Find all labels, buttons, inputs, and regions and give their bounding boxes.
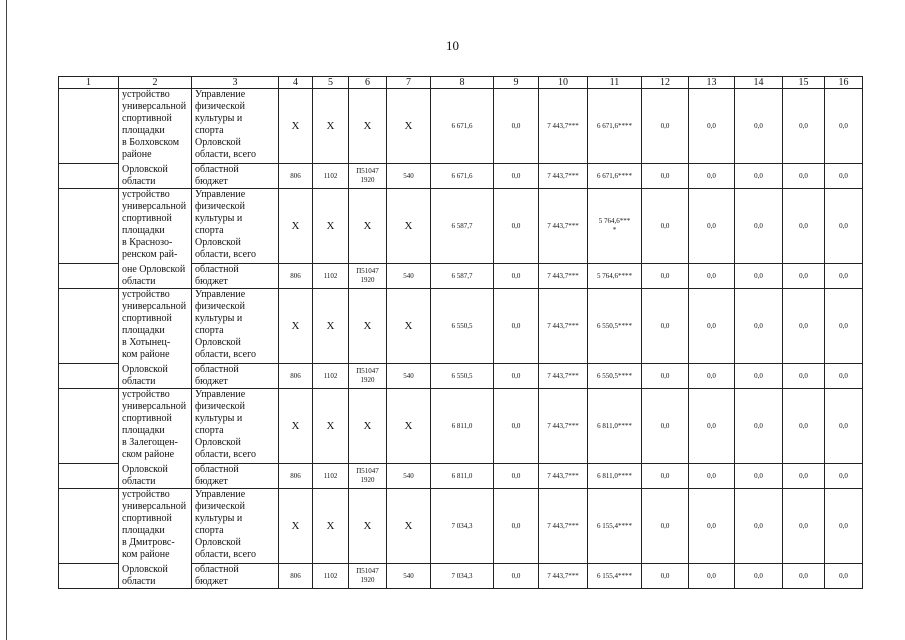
value-cell-col-5: 1102 <box>313 164 349 189</box>
value-cell-col-10: 7 443,7*** <box>539 289 588 364</box>
value-cell-col-11: 5 764,6**** <box>588 264 642 289</box>
value-cell-col-12: 0,0 <box>642 289 689 364</box>
value-cell-col-11: 6 550,5**** <box>588 289 642 364</box>
value-cell-col-4: 806 <box>279 564 313 589</box>
organization-cell: Управление физической культуры и спорта Орловской области, всего <box>192 389 279 464</box>
budget-table <box>58 76 863 589</box>
value-cell-col-9: 0,0 <box>494 464 539 489</box>
object-name-cell: устройство универсальной спортивной площадки в Хотынец- ком районе <box>119 289 192 364</box>
value-cell-col-4: 806 <box>279 364 313 389</box>
value-cell-col-6: Х <box>349 189 387 264</box>
organization-cell: Управление физической культуры и спорта Орловской области, всего <box>192 89 279 164</box>
value-cell-col-9: 0,0 <box>494 489 539 564</box>
object-name-cell: устройство универсальной спортивной площадки в Болховском районе <box>119 89 192 164</box>
row-number-cell <box>59 264 119 289</box>
budget-source-cell: областной бюджет <box>192 464 279 489</box>
value-cell-col-16: 0,0 <box>825 89 863 164</box>
value-cell-col-9: 0,0 <box>494 89 539 164</box>
value-cell-col-13: 0,0 <box>689 464 735 489</box>
value-cell-col-14: 0,0 <box>735 489 783 564</box>
value-cell-col-7: 540 <box>387 364 431 389</box>
row-number-cell <box>59 489 119 564</box>
column-number-9: 9 <box>494 77 539 89</box>
value-cell-col-8: 6 587,7 <box>431 189 494 264</box>
value-cell-col-11: 5 764,6*** * <box>588 189 642 264</box>
value-cell-col-13: 0,0 <box>689 389 735 464</box>
value-cell-col-10: 7 443,7*** <box>539 464 588 489</box>
table-body <box>59 77 863 589</box>
value-cell-col-11: 6 811,0**** <box>588 464 642 489</box>
row-number-cell <box>59 564 119 589</box>
value-cell-col-7: Х <box>387 189 431 264</box>
value-cell-col-8: 6 550,5 <box>431 289 494 364</box>
budget-source-cell: областной бюджет <box>192 264 279 289</box>
value-cell-col-15: 0,0 <box>783 564 825 589</box>
page-number: 10 <box>446 38 459 53</box>
value-cell-col-4: Х <box>279 189 313 264</box>
value-cell-col-7: Х <box>387 389 431 464</box>
value-cell-col-14: 0,0 <box>735 564 783 589</box>
value-cell-col-12: 0,0 <box>642 189 689 264</box>
value-cell-col-8: 6 587,7 <box>431 264 494 289</box>
object-name-cell: устройство универсальной спортивной площадки в Залегощен- ском районе <box>119 389 192 464</box>
value-cell-col-14: 0,0 <box>735 389 783 464</box>
table-row-total <box>59 389 863 464</box>
value-cell-col-6: П51047 1920 <box>349 264 387 289</box>
value-cell-col-9: 0,0 <box>494 364 539 389</box>
row-number-cell <box>59 464 119 489</box>
value-cell-col-7: 540 <box>387 464 431 489</box>
table-row-regional-budget <box>59 464 863 489</box>
value-cell-col-6: Х <box>349 489 387 564</box>
value-cell-col-9: 0,0 <box>494 564 539 589</box>
value-cell-col-12: 0,0 <box>642 264 689 289</box>
value-cell-col-16: 0,0 <box>825 164 863 189</box>
value-cell-col-15: 0,0 <box>783 389 825 464</box>
value-cell-col-10: 7 443,7*** <box>539 564 588 589</box>
value-cell-col-8: 7 034,3 <box>431 564 494 589</box>
row-number-cell <box>59 189 119 264</box>
value-cell-col-15: 0,0 <box>783 89 825 164</box>
value-cell-col-14: 0,0 <box>735 164 783 189</box>
value-cell-col-5: 1102 <box>313 564 349 589</box>
object-name-cell: устройство универсальной спортивной площадки в Краснозо- ренском рай- <box>119 189 192 264</box>
column-number-2: 2 <box>119 77 192 89</box>
value-cell-col-6: П51047 1920 <box>349 164 387 189</box>
value-cell-col-14: 0,0 <box>735 89 783 164</box>
value-cell-col-10: 7 443,7*** <box>539 489 588 564</box>
organization-cell: Управление физической культуры и спорта Орловской области, всего <box>192 289 279 364</box>
value-cell-col-7: 540 <box>387 264 431 289</box>
column-number-15: 15 <box>783 77 825 89</box>
value-cell-col-5: 1102 <box>313 364 349 389</box>
value-cell-col-4: Х <box>279 489 313 564</box>
value-cell-col-6: Х <box>349 89 387 164</box>
value-cell-col-11: 6 671,6**** <box>588 89 642 164</box>
value-cell-col-13: 0,0 <box>689 364 735 389</box>
row-number-cell <box>59 89 119 164</box>
value-cell-col-6: Х <box>349 389 387 464</box>
value-cell-col-4: Х <box>279 289 313 364</box>
value-cell-col-5: Х <box>313 489 349 564</box>
value-cell-col-14: 0,0 <box>735 264 783 289</box>
value-cell-col-16: 0,0 <box>825 364 863 389</box>
column-number-8: 8 <box>431 77 494 89</box>
value-cell-col-10: 7 443,7*** <box>539 164 588 189</box>
table-row-total <box>59 289 863 364</box>
value-cell-col-13: 0,0 <box>689 489 735 564</box>
object-name-cell: Орловской области <box>119 564 192 589</box>
value-cell-col-5: 1102 <box>313 464 349 489</box>
value-cell-col-8: 6 811,0 <box>431 464 494 489</box>
object-name-cell: устройство универсальной спортивной площадки в Дмитровс- ком районе <box>119 489 192 564</box>
value-cell-col-15: 0,0 <box>783 264 825 289</box>
value-cell-col-5: Х <box>313 89 349 164</box>
column-number-3: 3 <box>192 77 279 89</box>
budget-source-cell: областной бюджет <box>192 564 279 589</box>
value-cell-col-8: 6 550,5 <box>431 364 494 389</box>
table-row-total <box>59 189 863 264</box>
object-name-cell: Орловской области <box>119 464 192 489</box>
value-cell-col-16: 0,0 <box>825 489 863 564</box>
value-cell-col-13: 0,0 <box>689 264 735 289</box>
column-number-14: 14 <box>735 77 783 89</box>
value-cell-col-5: 1102 <box>313 264 349 289</box>
value-cell-col-11: 6 550,5**** <box>588 364 642 389</box>
value-cell-col-8: 7 034,3 <box>431 489 494 564</box>
column-number-13: 13 <box>689 77 735 89</box>
value-cell-col-8: 6 811,0 <box>431 389 494 464</box>
object-name-cell: Орловской области <box>119 364 192 389</box>
value-cell-col-12: 0,0 <box>642 164 689 189</box>
value-cell-col-4: Х <box>279 89 313 164</box>
value-cell-col-14: 0,0 <box>735 189 783 264</box>
value-cell-col-4: 806 <box>279 164 313 189</box>
column-number-16: 16 <box>825 77 863 89</box>
value-cell-col-10: 7 443,7*** <box>539 364 588 389</box>
value-cell-col-14: 0,0 <box>735 364 783 389</box>
value-cell-col-13: 0,0 <box>689 164 735 189</box>
table-row-total <box>59 489 863 564</box>
value-cell-col-5: Х <box>313 389 349 464</box>
budget-source-cell: областной бюджет <box>192 164 279 189</box>
value-cell-col-16: 0,0 <box>825 289 863 364</box>
row-number-cell <box>59 289 119 364</box>
table-row-regional-budget <box>59 164 863 189</box>
table-row-regional-budget <box>59 564 863 589</box>
column-number-6: 6 <box>349 77 387 89</box>
value-cell-col-9: 0,0 <box>494 189 539 264</box>
value-cell-col-15: 0,0 <box>783 364 825 389</box>
value-cell-col-5: Х <box>313 289 349 364</box>
value-cell-col-9: 0,0 <box>494 389 539 464</box>
value-cell-col-7: Х <box>387 89 431 164</box>
table-row-total <box>59 89 863 164</box>
column-number-11: 11 <box>588 77 642 89</box>
value-cell-col-9: 0,0 <box>494 289 539 364</box>
row-number-cell <box>59 164 119 189</box>
column-number-1: 1 <box>59 77 119 89</box>
value-cell-col-8: 6 671,6 <box>431 89 494 164</box>
value-cell-col-11: 6 671,6**** <box>588 164 642 189</box>
left-margin-line <box>6 0 7 640</box>
value-cell-col-6: П51047 1920 <box>349 464 387 489</box>
value-cell-col-5: Х <box>313 189 349 264</box>
value-cell-col-4: 806 <box>279 464 313 489</box>
value-cell-col-15: 0,0 <box>783 189 825 264</box>
value-cell-col-16: 0,0 <box>825 564 863 589</box>
value-cell-col-15: 0,0 <box>783 164 825 189</box>
value-cell-col-10: 7 443,7*** <box>539 89 588 164</box>
column-number-4: 4 <box>279 77 313 89</box>
value-cell-col-8: 6 671,6 <box>431 164 494 189</box>
budget-source-cell: областной бюджет <box>192 364 279 389</box>
column-number-10: 10 <box>539 77 588 89</box>
value-cell-col-9: 0,0 <box>494 164 539 189</box>
value-cell-col-16: 0,0 <box>825 264 863 289</box>
value-cell-col-14: 0,0 <box>735 464 783 489</box>
row-number-cell <box>59 364 119 389</box>
value-cell-col-12: 0,0 <box>642 89 689 164</box>
value-cell-col-16: 0,0 <box>825 389 863 464</box>
value-cell-col-14: 0,0 <box>735 289 783 364</box>
value-cell-col-10: 7 443,7*** <box>539 264 588 289</box>
value-cell-col-16: 0,0 <box>825 189 863 264</box>
value-cell-col-12: 0,0 <box>642 489 689 564</box>
value-cell-col-11: 6 155,4**** <box>588 564 642 589</box>
object-name-cell: оне Орловской области <box>119 264 192 289</box>
value-cell-col-16: 0,0 <box>825 464 863 489</box>
value-cell-col-12: 0,0 <box>642 564 689 589</box>
organization-cell: Управление физической культуры и спорта Орловской области, всего <box>192 189 279 264</box>
value-cell-col-7: Х <box>387 489 431 564</box>
value-cell-col-15: 0,0 <box>783 464 825 489</box>
value-cell-col-9: 0,0 <box>494 264 539 289</box>
column-number-5: 5 <box>313 77 349 89</box>
value-cell-col-4: Х <box>279 389 313 464</box>
value-cell-col-6: П51047 1920 <box>349 364 387 389</box>
value-cell-col-7: 540 <box>387 164 431 189</box>
value-cell-col-10: 7 443,7*** <box>539 389 588 464</box>
value-cell-col-12: 0,0 <box>642 389 689 464</box>
column-number-row <box>59 77 863 89</box>
value-cell-col-10: 7 443,7*** <box>539 189 588 264</box>
value-cell-col-11: 6 155,4**** <box>588 489 642 564</box>
value-cell-col-13: 0,0 <box>689 289 735 364</box>
object-name-cell: Орловской области <box>119 164 192 189</box>
value-cell-col-11: 6 811,0**** <box>588 389 642 464</box>
value-cell-col-12: 0,0 <box>642 464 689 489</box>
value-cell-col-13: 0,0 <box>689 564 735 589</box>
table-row-regional-budget <box>59 364 863 389</box>
value-cell-col-15: 0,0 <box>783 289 825 364</box>
value-cell-col-13: 0,0 <box>689 189 735 264</box>
value-cell-col-7: Х <box>387 289 431 364</box>
value-cell-col-6: П51047 1920 <box>349 564 387 589</box>
value-cell-col-4: 806 <box>279 264 313 289</box>
value-cell-col-6: Х <box>349 289 387 364</box>
value-cell-col-7: 540 <box>387 564 431 589</box>
value-cell-col-12: 0,0 <box>642 364 689 389</box>
value-cell-col-15: 0,0 <box>783 489 825 564</box>
column-number-7: 7 <box>387 77 431 89</box>
row-number-cell <box>59 389 119 464</box>
value-cell-col-13: 0,0 <box>689 89 735 164</box>
table-row-regional-budget <box>59 264 863 289</box>
column-number-12: 12 <box>642 77 689 89</box>
organization-cell: Управление физической культуры и спорта Орловской области, всего <box>192 489 279 564</box>
